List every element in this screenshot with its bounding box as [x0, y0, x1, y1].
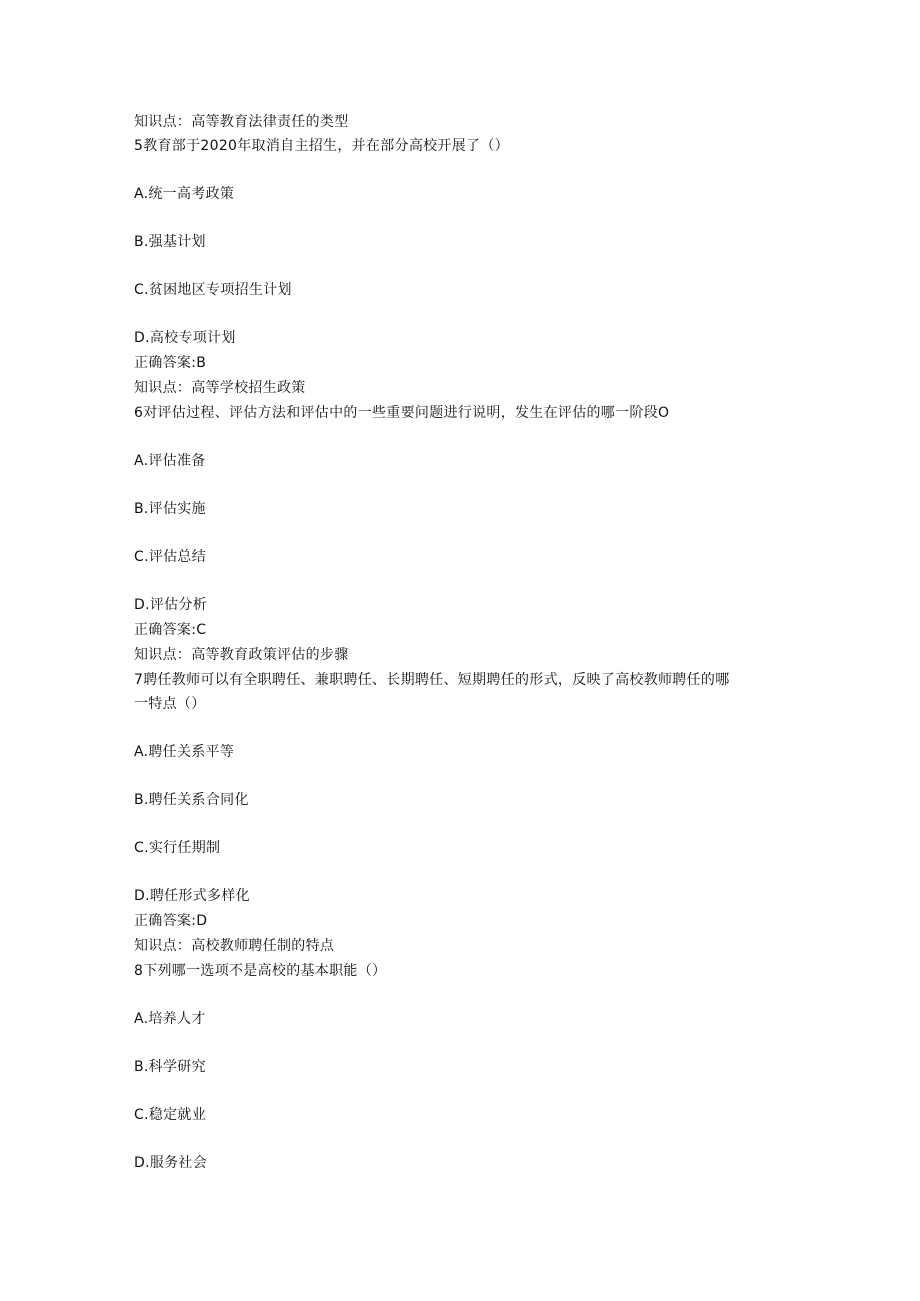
correct-answer: 正确答案:D [134, 913, 208, 929]
question-stem-continuation: 一特点（） [134, 696, 206, 712]
question-stem: 8下列哪一选项不是高校的基本职能（） [134, 963, 387, 979]
option-d: D.评估分析 [134, 597, 208, 613]
option-a: A.培养人才 [134, 1011, 206, 1027]
option-b: B.聘任关系合同化 [134, 792, 249, 808]
option-b: B.强基计划 [134, 234, 206, 250]
option-a: A.统一高考政策 [134, 186, 235, 202]
knowledge-point: 知识点：高等学校招生政策 [134, 380, 306, 396]
option-d: D.聘任形式多样化 [134, 888, 250, 904]
option-c: C.贫困地区专项招生计划 [134, 282, 292, 298]
option-a: A.聘任关系平等 [134, 744, 235, 760]
option-d: D.服务社会 [134, 1155, 208, 1171]
knowledge-point: 知识点：高等教育政策评估的步骤 [134, 647, 349, 663]
option-b: B.科学研究 [134, 1059, 206, 1075]
correct-answer: 正确答案:C [134, 622, 207, 638]
option-c: C.实行任期制 [134, 840, 221, 856]
knowledge-point: 知识点：高等教育法律责任的类型 [134, 114, 349, 130]
correct-answer: 正确答案:B [134, 355, 207, 371]
option-c: C.评估总结 [134, 549, 207, 565]
option-a: A.评估准备 [134, 453, 206, 469]
option-b: B.评估实施 [134, 501, 206, 517]
option-c: C.稳定就业 [134, 1107, 207, 1123]
question-stem: 5教育部于2020年取消自主招生，并在部分高校开展了（） [134, 138, 509, 154]
option-d: D.高校专项计划 [134, 330, 236, 346]
question-stem: 6对评估过程、评估方法和评估中的一些重要问题进行说明，发生在评估的哪一阶段O [134, 405, 670, 421]
knowledge-point: 知识点：高校教师聘任制的特点 [134, 938, 335, 954]
question-stem: 7聘任教师可以有全职聘任、兼职聘任、长期聘任、短期聘任的形式，反映了高校教师聘任的哪 [134, 672, 730, 688]
